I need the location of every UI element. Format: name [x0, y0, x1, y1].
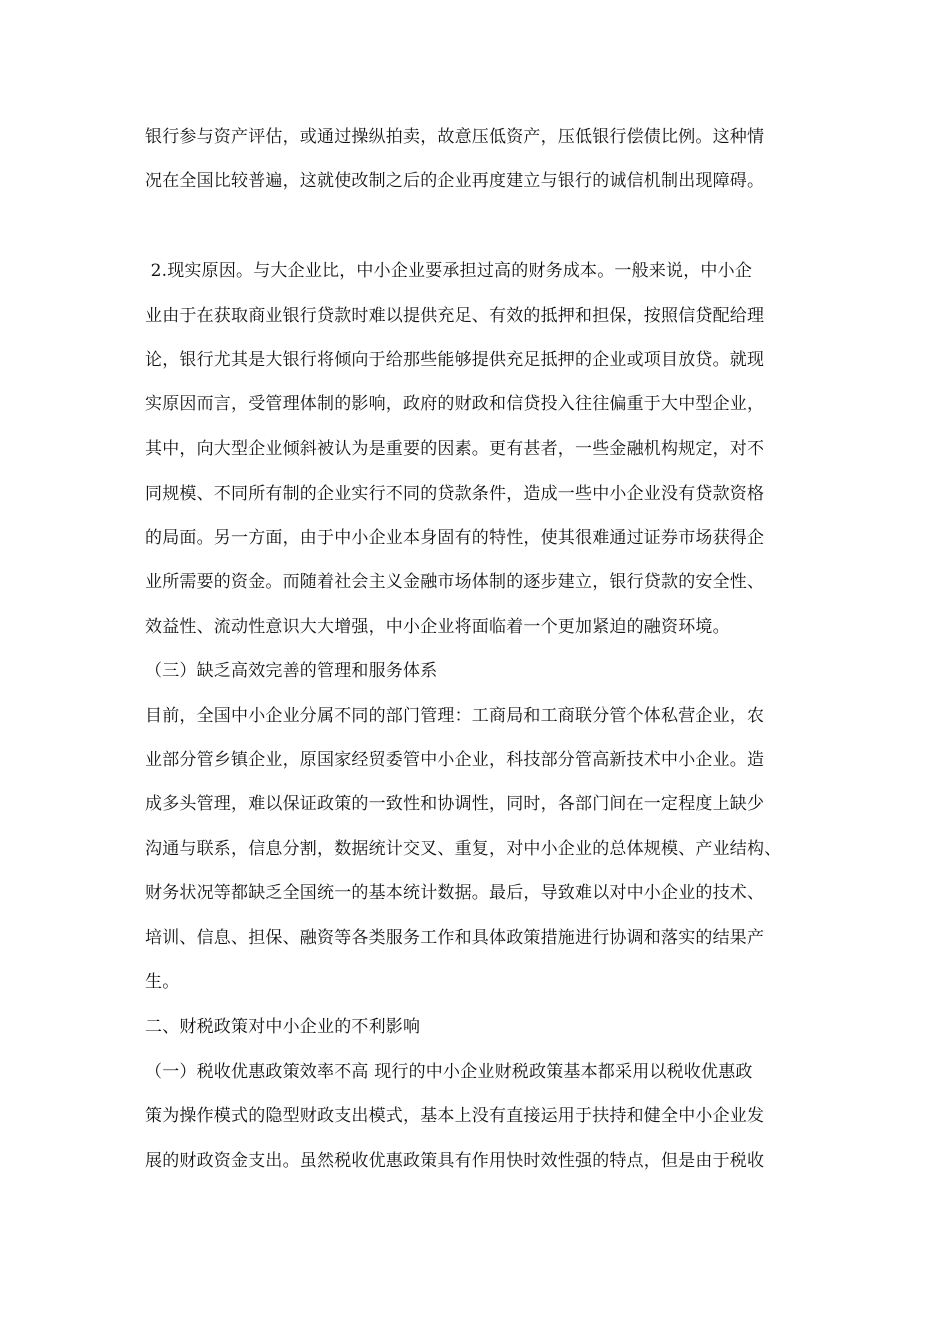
text-line: 展的财政资金支出。虽然税收优惠政策具有作用快时效性强的特点，但是由于税收: [145, 1151, 765, 1171]
text-line: 沟通与联系，信息分割，数据统计交叉、重复，对中小企业的总体规模、产业结构、: [145, 839, 782, 859]
text-line: 实原因而言，受管理体制的影响，政府的财政和信贷投入往往偏重于大中型企业，: [145, 394, 765, 414]
text-line: 效益性、流动性意识大大增强，中小企业将面临着一个更加紧迫的融资环境。: [145, 617, 730, 637]
text-line: 况在全国比较普遍，这就使改制之后的企业再度建立与银行的诚信机制出现障碍。: [145, 171, 765, 191]
text-line: 策为操作模式的隐型财政支出模式，基本上没有直接运用于扶持和健全中小企业发: [145, 1106, 765, 1126]
text-line: 2.现实原因。与大企业比，中小企业要承担过高的财务成本。一般来说，中小企: [145, 261, 753, 281]
text-line: 的局面。另一方面，由于中小企业本身固有的特性，使其很难通过证券市场获得企: [145, 528, 765, 548]
text-line: 目前，全国中小企业分属不同的部门管理：工商局和工商联分管个体私营企业，农: [145, 706, 765, 726]
text-line: 同规模、不同所有制的企业实行不同的贷款条件，造成一些中小企业没有贷款资格: [145, 484, 765, 504]
text-line: 业部分管乡镇企业，原国家经贸委管中小企业，科技部分管高新技术中小企业。造: [145, 750, 765, 770]
text-line: 论，银行尤其是大银行将倾向于给那些能够提供充足抵押的企业或项目放贷。就现: [145, 350, 765, 370]
text-line: 银行参与资产评估，或通过操纵拍卖，故意压低资产，压低银行偿债比例。这种情: [145, 127, 765, 147]
text-line: 财务状况等都缺乏全国统一的基本统计数据。最后，导致难以对中小企业的技术、: [145, 883, 765, 903]
text-line: 生。: [145, 972, 180, 992]
text-line: （一）税收优惠政策效率不高 现行的中小企业财税政策基本都采用以税收优惠政: [145, 1062, 753, 1082]
text-line: 业由于在获取商业银行贷款时难以提供充足、有效的抵押和担保，按照信贷配给理: [145, 306, 765, 326]
section-heading: （三）缺乏高效完善的管理和服务体系: [145, 661, 438, 681]
text-line: 培训、信息、担保、融资等各类服务工作和具体政策措施进行协调和落实的结果产: [145, 928, 765, 948]
text-line: 业所需要的资金。而随着社会主义金融市场体制的逐步建立，银行贷款的安全性、: [145, 572, 765, 592]
text-line: 其中，向大型企业倾斜被认为是重要的因素。更有甚者，一些金融机构规定，对不: [145, 439, 765, 459]
section-heading: 二、财税政策对中小企业的不利影响: [145, 1017, 421, 1037]
text-line: 成多头管理，难以保证政策的一致性和协调性，同时，各部门间在一定程度上缺少: [145, 794, 765, 814]
